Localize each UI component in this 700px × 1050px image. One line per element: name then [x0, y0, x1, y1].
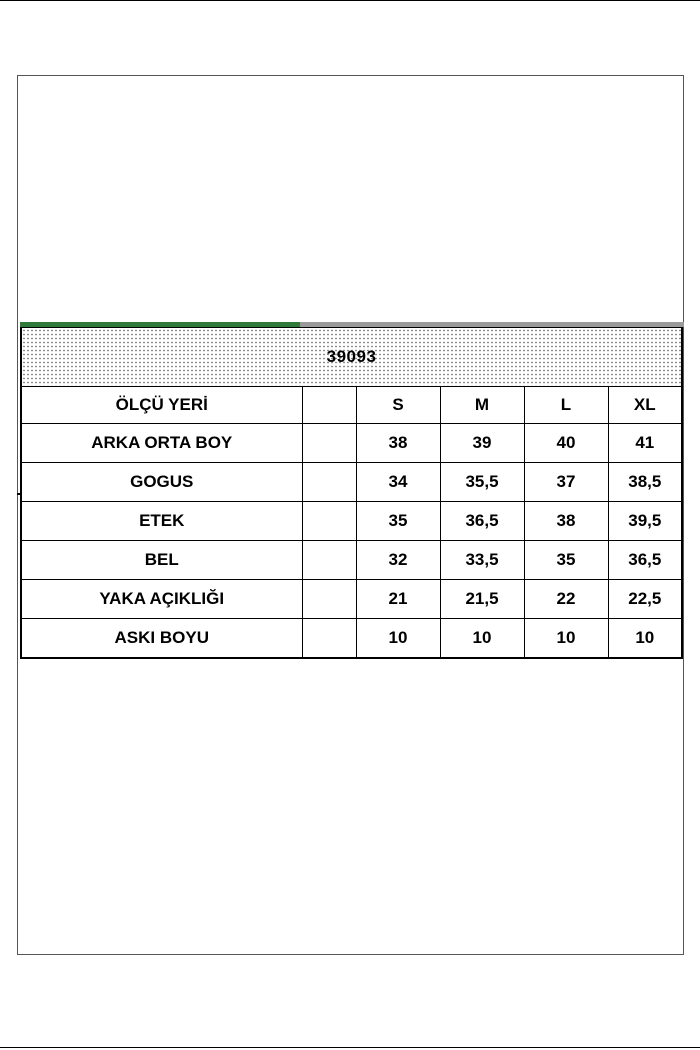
- cell-xl: 38,5: [608, 463, 682, 502]
- row-blank: [302, 619, 356, 659]
- cell-s: 35: [356, 502, 440, 541]
- cell-l: 10: [524, 619, 608, 659]
- cell-s: 34: [356, 463, 440, 502]
- table-row: [21, 463, 682, 502]
- row-blank: [302, 580, 356, 619]
- header-row: [21, 387, 682, 424]
- product-code: 39093: [326, 347, 377, 366]
- cell-l: 22: [524, 580, 608, 619]
- cell-xl: 36,5: [608, 541, 682, 580]
- title-row: [21, 328, 682, 387]
- cell-m: 36,5: [440, 502, 524, 541]
- cell-m: 33,5: [440, 541, 524, 580]
- size-chart-table: [20, 327, 683, 659]
- cell-xl: 10: [608, 619, 682, 659]
- cell-m: 35,5: [440, 463, 524, 502]
- row-label: GOGUS: [21, 463, 302, 502]
- product-code-cell: [21, 328, 682, 387]
- row-label: ASKI BOYU: [21, 619, 302, 659]
- row-blank: [302, 424, 356, 463]
- row-blank: [302, 502, 356, 541]
- row-blank: [302, 541, 356, 580]
- cell-m: 21,5: [440, 580, 524, 619]
- header-size-xl: XL: [608, 387, 682, 424]
- cell-m: 10: [440, 619, 524, 659]
- row-label: ETEK: [21, 502, 302, 541]
- cell-xl: 39,5: [608, 502, 682, 541]
- cell-l: 40: [524, 424, 608, 463]
- header-size-m: M: [440, 387, 524, 424]
- row-label: ARKA ORTA BOY: [21, 424, 302, 463]
- cell-xl: 22,5: [608, 580, 682, 619]
- cell-l: 35: [524, 541, 608, 580]
- row-label: BEL: [21, 541, 302, 580]
- header-size-l: L: [524, 387, 608, 424]
- bottom-rule: [0, 1047, 700, 1048]
- cell-s: 38: [356, 424, 440, 463]
- header-size-s: S: [356, 387, 440, 424]
- top-rule: [0, 0, 700, 1]
- table-row: [21, 619, 682, 659]
- header-blank: [302, 387, 356, 424]
- table-row: [21, 580, 682, 619]
- table-row: [21, 541, 682, 580]
- cell-l: 37: [524, 463, 608, 502]
- cell-xl: 41: [608, 424, 682, 463]
- cell-l: 38: [524, 502, 608, 541]
- cell-s: 32: [356, 541, 440, 580]
- cell-s: 21: [356, 580, 440, 619]
- cell-s: 10: [356, 619, 440, 659]
- table-row: [21, 502, 682, 541]
- header-measure-point: ÖLÇÜ YERİ: [21, 387, 302, 424]
- row-label: YAKA AÇIKLIĞI: [21, 580, 302, 619]
- row-blank: [302, 463, 356, 502]
- cell-m: 39: [440, 424, 524, 463]
- table-row: [21, 424, 682, 463]
